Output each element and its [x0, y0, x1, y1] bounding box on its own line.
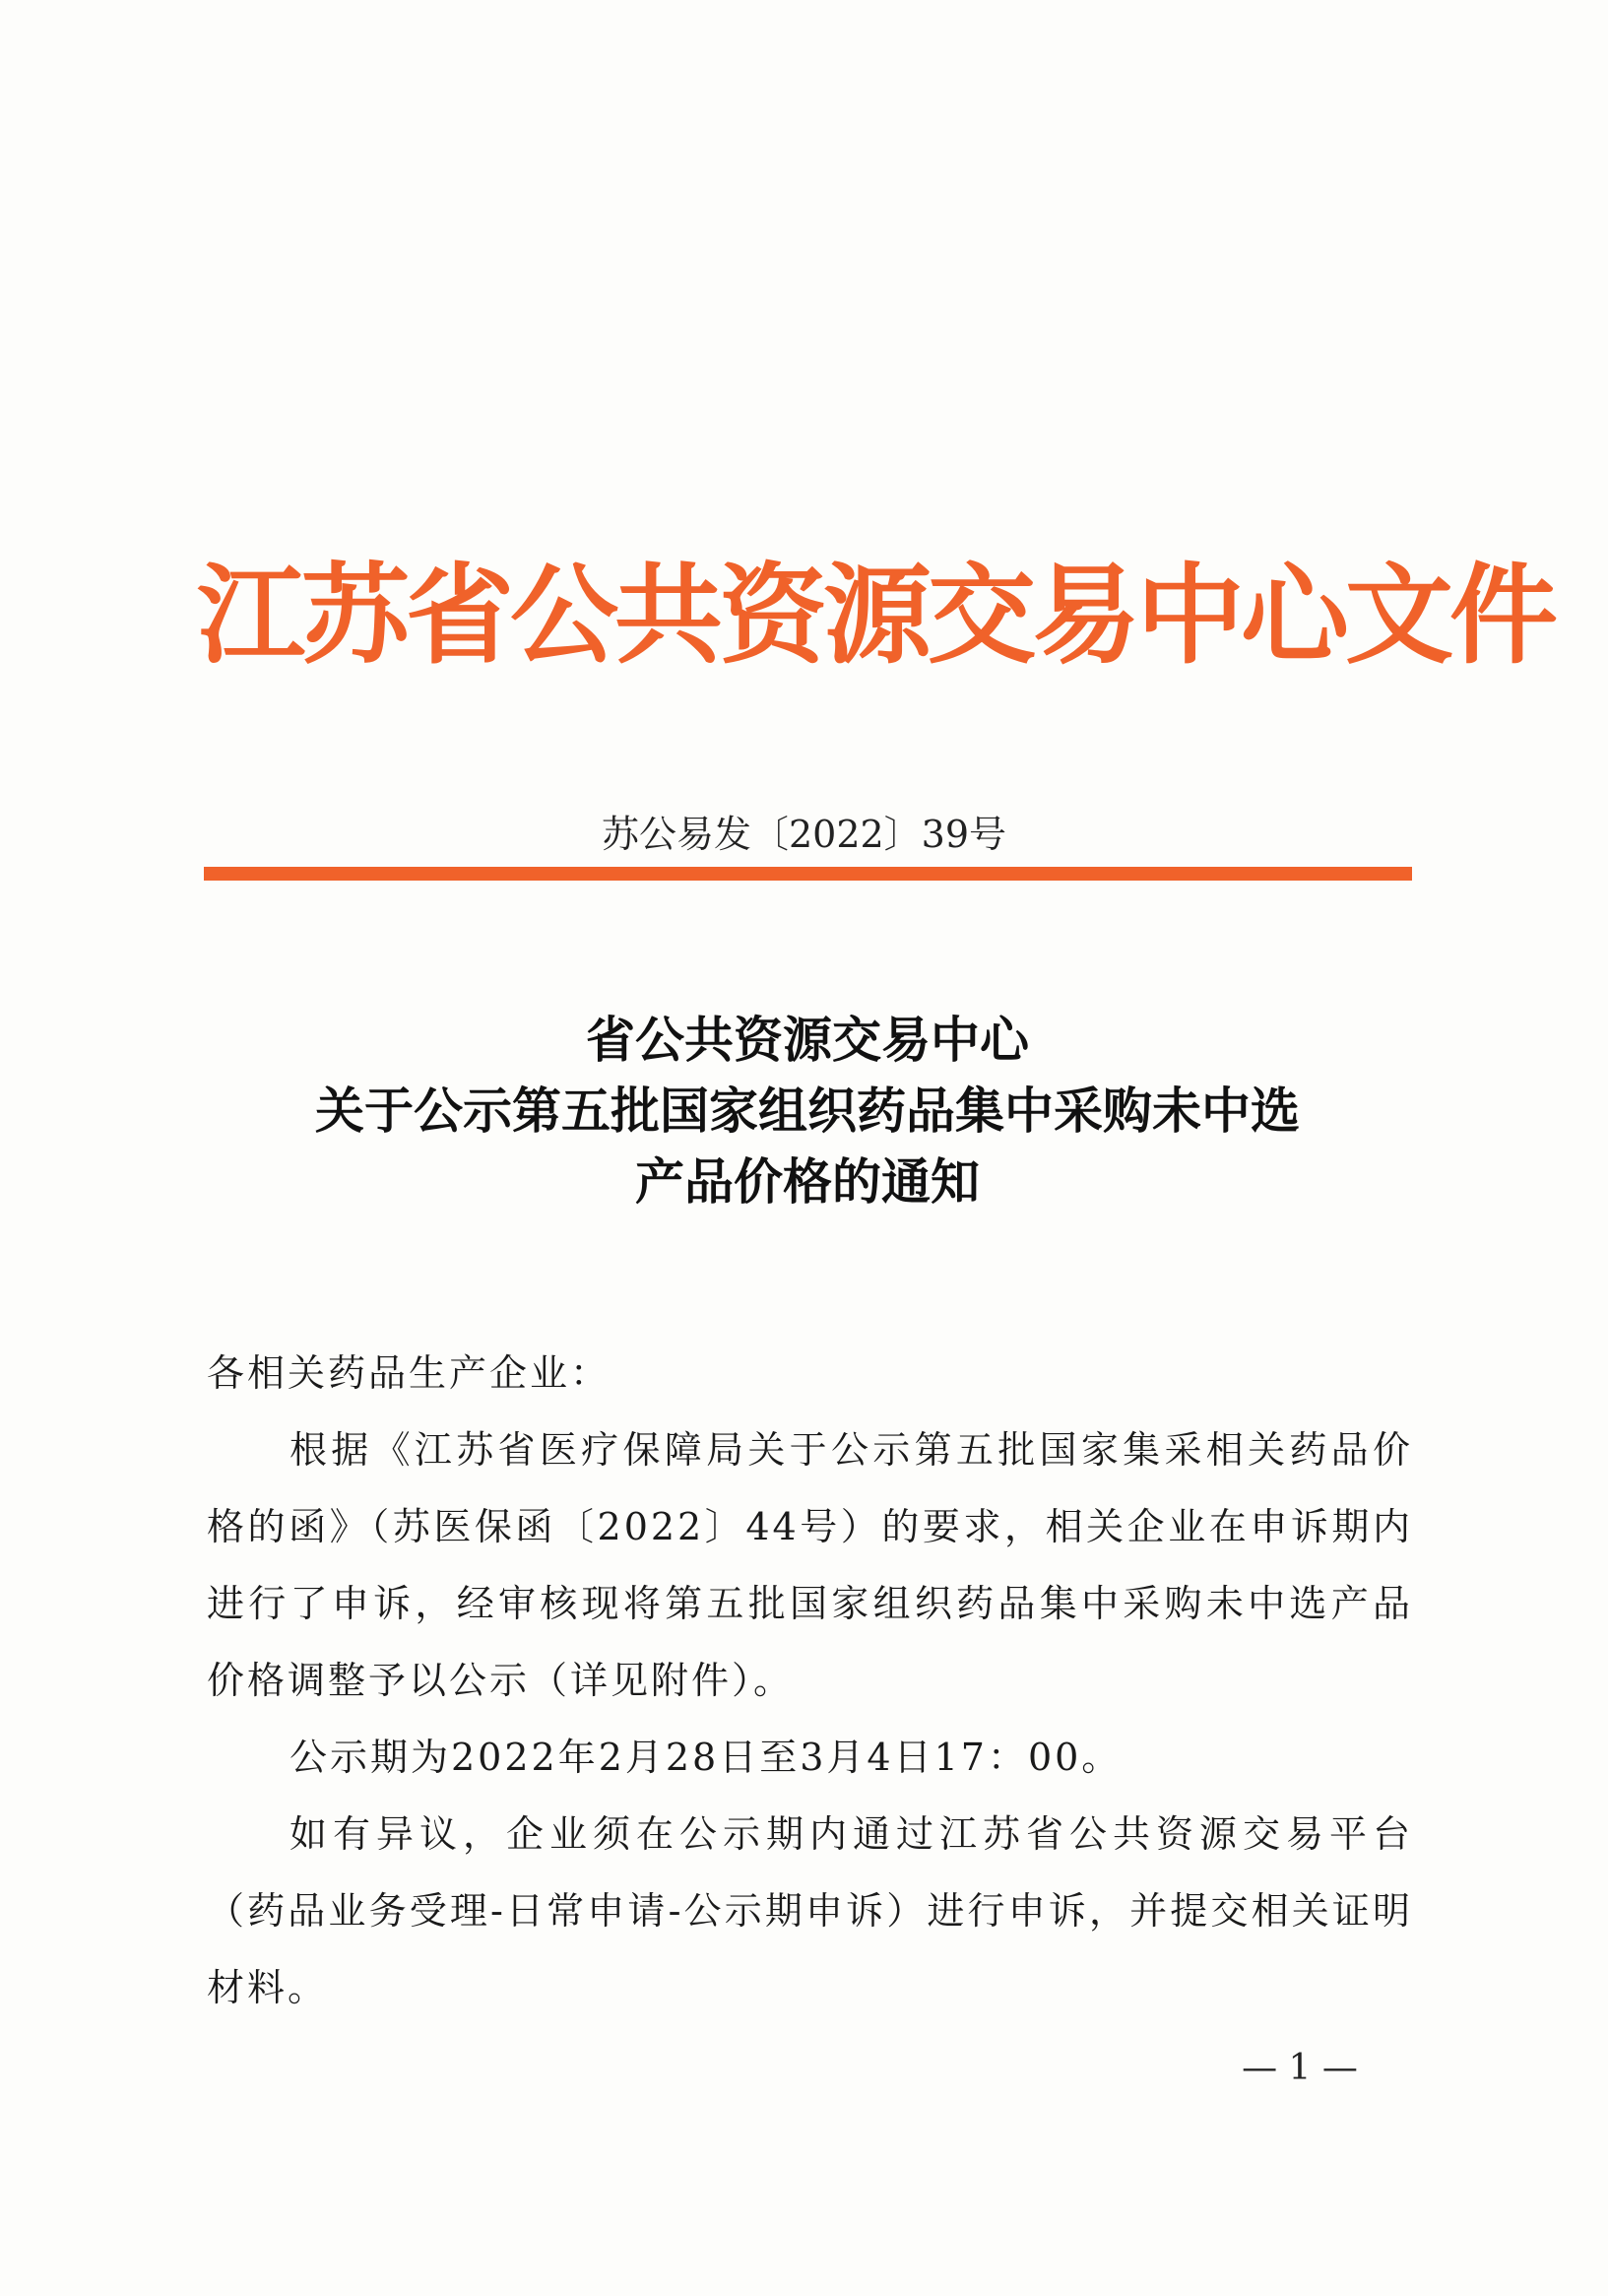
issuer-header-title: 江苏省公共资源交易中心文件 [197, 553, 1554, 679]
page-number: — 1 — [1242, 2048, 1358, 2088]
document-body [207, 1335, 1413, 2026]
title-line-1: 省公共资源交易中心 [586, 1011, 1029, 1069]
document-number: 苏公易发〔2022〕39号 [601, 813, 1007, 856]
document-title [197, 1005, 1418, 1217]
salutation: 各相关药品生产企业： [207, 1351, 611, 1395]
body-paragraph-1: 根据《江苏省医疗保障局关于公示第五批国家集采相关药品价格的函》（苏医保函〔2022〕44号）的要求，相关企业在申诉期内进行了申诉，经审核现将第五批国家组织药品集中采购未中选产品价格调整予以公示（详见附件）。 [207, 1428, 1413, 1702]
body-paragraph-2: 公示期为2022年2月28日至3月4日17：00。 [289, 1736, 1123, 1779]
red-divider-line [204, 867, 1412, 881]
body-paragraph-3: 如有异议，企业须在公示期内通过江苏省公共资源交易平台（药品业务受理-日常申请-公示期申诉）进行申诉，并提交相关证明材料。 [207, 1812, 1413, 2009]
title-line-2: 关于公示第五批国家组织药品集中采购未中选 [315, 1082, 1300, 1140]
title-line-3: 产品价格的通知 [635, 1152, 980, 1211]
